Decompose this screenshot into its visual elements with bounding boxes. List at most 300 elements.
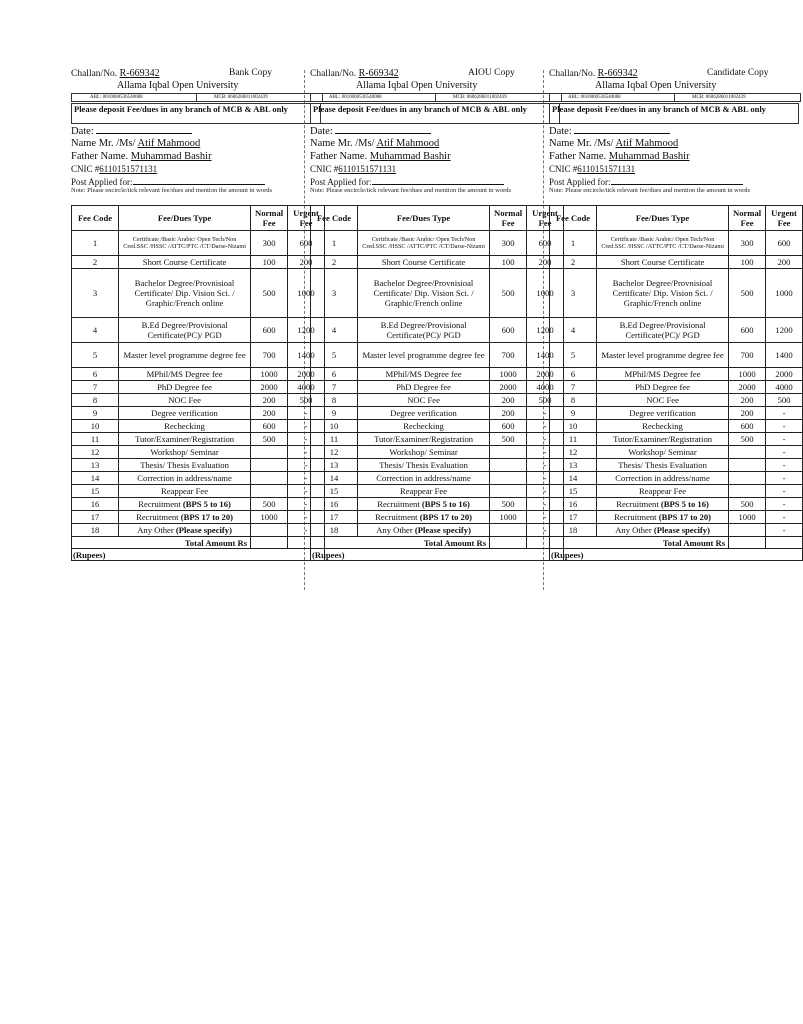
urgent-fee: - xyxy=(766,420,803,433)
fee-row[interactable] xyxy=(550,524,803,537)
urgent-fee: - xyxy=(527,459,564,472)
normal-fee: 500 xyxy=(729,498,766,511)
fee-type: Recruitment (BPS 17 to 20) xyxy=(119,511,251,524)
header-urgent-fee: Urgent Fee xyxy=(527,206,564,231)
header-fee-type: Fee/Dues Type xyxy=(358,206,490,231)
fee-row[interactable] xyxy=(72,459,325,472)
fee-row[interactable] xyxy=(311,381,564,394)
fee-type: Reappear Fee xyxy=(119,485,251,498)
normal-fee: 200 xyxy=(251,407,288,420)
fee-code: 16 xyxy=(550,498,597,511)
urgent-fee: 4000 xyxy=(288,381,325,394)
urgent-fee: 1200 xyxy=(766,318,803,343)
urgent-fee: - xyxy=(766,498,803,511)
fee-code: 9 xyxy=(550,407,597,420)
fee-code: 18 xyxy=(550,524,597,537)
instruction-note: Note: Please encircle/tick relevant fee/dues and mention the amount in words xyxy=(310,187,512,194)
urgent-fee: 1200 xyxy=(527,318,564,343)
normal-fee: 200 xyxy=(251,394,288,407)
fee-row[interactable] xyxy=(550,318,803,343)
normal-fee xyxy=(729,472,766,485)
urgent-fee: - xyxy=(527,472,564,485)
fee-code: 4 xyxy=(311,318,358,343)
fee-type: Degree verification xyxy=(119,407,251,420)
normal-fee xyxy=(251,446,288,459)
name-field: Name Mr. /Ms/ Atif Mahmood xyxy=(71,138,201,149)
fee-code: 18 xyxy=(72,524,119,537)
fee-row[interactable] xyxy=(550,269,803,318)
fee-row[interactable] xyxy=(72,318,325,343)
fee-code: 9 xyxy=(311,407,358,420)
challan-header-row xyxy=(71,68,325,80)
urgent-fee: 2000 xyxy=(527,368,564,381)
header-normal-fee: Normal Fee xyxy=(251,206,288,231)
post-applied-blank[interactable] xyxy=(372,175,504,185)
fee-code: 5 xyxy=(311,343,358,368)
fee-type: PhD Degree fee xyxy=(597,381,729,394)
challan-aiou-copy xyxy=(310,68,564,561)
fee-code: 10 xyxy=(311,420,358,433)
fee-type: Reappear Fee xyxy=(597,485,729,498)
father-name-field: Father Name. Muhammad Bashir xyxy=(71,151,212,162)
post-applied-field: Post Applied for: xyxy=(549,175,803,187)
normal-fee xyxy=(251,524,288,537)
fee-code: 11 xyxy=(311,433,358,446)
normal-fee: 200 xyxy=(729,407,766,420)
university-name: Allama Iqbal Open University xyxy=(595,80,717,91)
urgent-fee: - xyxy=(527,511,564,524)
normal-fee: 600 xyxy=(729,420,766,433)
normal-fee: 300 xyxy=(490,231,527,256)
urgent-fee: - xyxy=(527,446,564,459)
fee-row[interactable] xyxy=(72,420,325,433)
fee-row[interactable] xyxy=(72,231,325,256)
urgent-fee: 200 xyxy=(766,256,803,269)
cnic-field: CNIC #6110151571131 xyxy=(549,164,636,174)
date-field: Date: xyxy=(71,124,325,137)
urgent-fee: 4000 xyxy=(527,381,564,394)
fee-type: Thesis/ Thesis Evaluation xyxy=(597,459,729,472)
fee-row[interactable] xyxy=(550,459,803,472)
normal-fee xyxy=(729,459,766,472)
post-applied-blank[interactable] xyxy=(611,175,743,185)
father-name-field: Father Name. Muhammad Bashir xyxy=(549,151,690,162)
fee-code: 1 xyxy=(72,231,119,256)
account-numbers xyxy=(310,93,562,102)
fee-row[interactable] xyxy=(72,511,325,524)
date-blank[interactable] xyxy=(335,124,431,134)
normal-fee: 300 xyxy=(251,231,288,256)
fee-row[interactable] xyxy=(72,446,325,459)
urgent-fee: 1000 xyxy=(527,269,564,318)
fee-code: 12 xyxy=(72,446,119,459)
fee-row[interactable] xyxy=(311,368,564,381)
fee-type: Certificate /Basic Arabic/ Open Tech/Non Cred.SSC /HSSC /ATTC/PTC /CT/Darse-Nizami xyxy=(119,231,251,256)
normal-fee: 1000 xyxy=(490,368,527,381)
urgent-fee: - xyxy=(288,485,325,498)
copy-label: Candidate Copy xyxy=(707,68,769,78)
normal-fee: 500 xyxy=(490,269,527,318)
fee-code: 17 xyxy=(311,511,358,524)
normal-fee: 200 xyxy=(490,394,527,407)
normal-fee: 300 xyxy=(729,231,766,256)
fee-code: 6 xyxy=(72,368,119,381)
fee-type: Workshop/ Seminar xyxy=(358,446,490,459)
fee-type: Bachelor Degree/Provnisioal Certificate/ Dip. Vision Sci. / Graphic/French online xyxy=(597,269,729,318)
normal-fee: 600 xyxy=(251,318,288,343)
fee-type: Short Course Certificate xyxy=(358,256,490,269)
normal-fee: 500 xyxy=(490,433,527,446)
urgent-fee: - xyxy=(527,498,564,511)
normal-fee xyxy=(490,472,527,485)
post-applied-field: Post Applied for: xyxy=(310,175,564,187)
fee-row[interactable] xyxy=(72,498,325,511)
fee-type: Bachelor Degree/Provnisioal Certificate/ Dip. Vision Sci. / Graphic/French online xyxy=(119,269,251,318)
fee-row[interactable] xyxy=(550,498,803,511)
fee-type: PhD Degree fee xyxy=(358,381,490,394)
challan-header-row xyxy=(549,68,803,80)
fee-type: Certificate /Basic Arabic/ Open Tech/Non Cred.SSC /HSSC /ATTC/PTC /CT/Darse-Nizami xyxy=(597,231,729,256)
fee-code: 10 xyxy=(72,420,119,433)
fee-type: Master level programme degree fee xyxy=(597,343,729,368)
post-applied-blank[interactable] xyxy=(133,175,265,185)
normal-fee: 1000 xyxy=(251,368,288,381)
fee-row[interactable] xyxy=(311,524,564,537)
fee-row[interactable] xyxy=(72,394,325,407)
deposit-notice: Please deposit Fee/dues in any branch of MCB & ABL only xyxy=(549,103,799,124)
fee-code: 11 xyxy=(72,433,119,446)
total-normal[interactable] xyxy=(251,537,288,549)
total-amount-label: Total Amount Rs xyxy=(72,537,251,549)
fee-row[interactable] xyxy=(311,446,564,459)
fee-type: MPhil/MS Degree fee xyxy=(119,368,251,381)
abl-account: ABL: 0010000536540088 xyxy=(90,95,143,100)
urgent-fee: - xyxy=(527,420,564,433)
fee-code: 17 xyxy=(72,511,119,524)
fee-row[interactable] xyxy=(550,394,803,407)
urgent-fee: - xyxy=(766,433,803,446)
instruction-note: Note: Please encircle/tick relevant fee/dues and mention the amount in words xyxy=(549,187,751,194)
fee-row[interactable] xyxy=(72,485,325,498)
normal-fee: 2000 xyxy=(490,381,527,394)
rupees-in-words[interactable]: (Rupees) xyxy=(550,549,803,561)
fee-row[interactable] xyxy=(72,472,325,485)
total-normal[interactable] xyxy=(729,537,766,549)
normal-fee xyxy=(729,446,766,459)
normal-fee: 600 xyxy=(490,420,527,433)
fee-code: 4 xyxy=(72,318,119,343)
fee-type: Master level programme degree fee xyxy=(358,343,490,368)
fee-type: B.Ed Degree/Provisional Certificate(PC)/ PGD xyxy=(119,318,251,343)
fee-row[interactable] xyxy=(550,446,803,459)
fee-type: Tutor/Examiner/Registration xyxy=(597,433,729,446)
header-normal-fee: Normal Fee xyxy=(729,206,766,231)
fee-row[interactable] xyxy=(72,368,325,381)
header-fee-type: Fee/Dues Type xyxy=(119,206,251,231)
fee-type: MPhil/MS Degree fee xyxy=(358,368,490,381)
fee-type: Recruitment (BPS 17 to 20) xyxy=(597,511,729,524)
fee-row[interactable] xyxy=(72,433,325,446)
copy-label: AIOU Copy xyxy=(468,68,515,78)
urgent-fee: - xyxy=(766,511,803,524)
fee-table xyxy=(310,205,564,561)
date-blank[interactable] xyxy=(96,124,192,134)
normal-fee xyxy=(729,524,766,537)
fee-row[interactable] xyxy=(72,343,325,368)
urgent-fee: - xyxy=(527,524,564,537)
normal-fee: 500 xyxy=(729,269,766,318)
fee-table xyxy=(71,205,325,561)
fee-row[interactable] xyxy=(72,256,325,269)
fee-row[interactable] xyxy=(311,231,564,256)
total-amount-label: Total Amount Rs xyxy=(550,537,729,549)
normal-fee: 200 xyxy=(490,407,527,420)
mcb-account: MCB: 0606286011002439 xyxy=(692,95,746,100)
fee-type: Recruitment (BPS 5 to 16) xyxy=(119,498,251,511)
fee-code: 2 xyxy=(72,256,119,269)
normal-fee xyxy=(251,472,288,485)
father-name-field: Father Name. Muhammad Bashir xyxy=(310,151,451,162)
normal-fee: 600 xyxy=(729,318,766,343)
urgent-fee: - xyxy=(527,485,564,498)
fee-row[interactable] xyxy=(311,407,564,420)
fee-type: Recruitment (BPS 17 to 20) xyxy=(358,511,490,524)
fee-type: Master level programme degree fee xyxy=(119,343,251,368)
fee-row[interactable] xyxy=(550,231,803,256)
urgent-fee: - xyxy=(527,433,564,446)
post-applied-field: Post Applied for: xyxy=(71,175,325,187)
fee-row[interactable] xyxy=(550,511,803,524)
fee-code: 10 xyxy=(550,420,597,433)
name-field: Name Mr. /Ms/ Atif Mahmood xyxy=(310,138,440,149)
fee-row[interactable] xyxy=(311,511,564,524)
normal-fee: 200 xyxy=(729,394,766,407)
mcb-account: MCB: 0606286011002439 xyxy=(453,95,507,100)
fee-row[interactable] xyxy=(311,459,564,472)
fee-code: 1 xyxy=(311,231,358,256)
urgent-fee: - xyxy=(766,407,803,420)
fee-code: 15 xyxy=(550,485,597,498)
fee-code: 4 xyxy=(550,318,597,343)
fee-row[interactable] xyxy=(311,472,564,485)
total-normal[interactable] xyxy=(490,537,527,549)
fee-type: B.Ed Degree/Provisional Certificate(PC)/ PGD xyxy=(597,318,729,343)
challan-number: Challan/No. R-669342 xyxy=(310,68,399,79)
fee-code: 9 xyxy=(72,407,119,420)
fee-row[interactable] xyxy=(550,472,803,485)
normal-fee: 1000 xyxy=(251,511,288,524)
fee-row[interactable] xyxy=(311,269,564,318)
urgent-fee: - xyxy=(766,485,803,498)
fee-type: Tutor/Examiner/Registration xyxy=(119,433,251,446)
header-urgent-fee: Urgent Fee xyxy=(766,206,803,231)
normal-fee: 500 xyxy=(729,433,766,446)
cnic-field: CNIC #6110151571131 xyxy=(71,164,158,174)
fee-row[interactable] xyxy=(550,485,803,498)
urgent-fee: 1000 xyxy=(766,269,803,318)
fee-code: 2 xyxy=(311,256,358,269)
fee-row[interactable] xyxy=(72,269,325,318)
fee-row[interactable] xyxy=(72,524,325,537)
urgent-fee: - xyxy=(766,524,803,537)
fee-type: Bachelor Degree/Provnisioal Certificate/ Dip. Vision Sci. / Graphic/French online xyxy=(358,269,490,318)
fee-table xyxy=(549,205,803,561)
fee-row[interactable] xyxy=(72,407,325,420)
fee-type: Rechecking xyxy=(358,420,490,433)
urgent-fee: 2000 xyxy=(288,368,325,381)
fee-row[interactable] xyxy=(311,498,564,511)
urgent-fee: - xyxy=(288,407,325,420)
fee-code: 3 xyxy=(72,269,119,318)
fee-row[interactable] xyxy=(311,420,564,433)
fee-type: Workshop/ Seminar xyxy=(119,446,251,459)
fee-type: Any Other (Please specify) xyxy=(119,524,251,537)
normal-fee xyxy=(490,524,527,537)
fee-row[interactable] xyxy=(311,433,564,446)
fee-code: 12 xyxy=(550,446,597,459)
fee-type: Reappear Fee xyxy=(358,485,490,498)
fee-row[interactable] xyxy=(550,256,803,269)
fee-row[interactable] xyxy=(550,368,803,381)
normal-fee: 100 xyxy=(251,256,288,269)
fee-code: 6 xyxy=(311,368,358,381)
challan-number: Challan/No. R-669342 xyxy=(549,68,638,79)
normal-fee: 2000 xyxy=(729,381,766,394)
normal-fee xyxy=(490,446,527,459)
urgent-fee: - xyxy=(288,511,325,524)
normal-fee: 500 xyxy=(251,269,288,318)
urgent-fee: - xyxy=(288,459,325,472)
urgent-fee: 500 xyxy=(288,394,325,407)
fee-code: 7 xyxy=(550,381,597,394)
mcb-account: MCB: 0606286011002439 xyxy=(214,95,268,100)
fee-type: NOC Fee xyxy=(597,394,729,407)
urgent-fee: 500 xyxy=(766,394,803,407)
rupees-in-words[interactable]: (Rupees) xyxy=(311,549,564,561)
normal-fee xyxy=(490,459,527,472)
fee-row[interactable] xyxy=(311,256,564,269)
fee-type: Any Other (Please specify) xyxy=(358,524,490,537)
fee-code: 1 xyxy=(550,231,597,256)
copy-label: Bank Copy xyxy=(229,68,273,78)
normal-fee: 700 xyxy=(490,343,527,368)
fee-type: Short Course Certificate xyxy=(597,256,729,269)
fee-code: 5 xyxy=(72,343,119,368)
fee-row[interactable] xyxy=(550,433,803,446)
fee-type: Correction in address/name xyxy=(119,472,251,485)
fee-code: 15 xyxy=(311,485,358,498)
rupees-in-words[interactable]: (Rupees) xyxy=(72,549,325,561)
date-field: Date: xyxy=(310,124,564,137)
normal-fee: 600 xyxy=(251,420,288,433)
fee-type: Degree verification xyxy=(358,407,490,420)
abl-account: ABL: 0010000536540088 xyxy=(568,95,621,100)
normal-fee xyxy=(251,459,288,472)
urgent-fee: 4000 xyxy=(766,381,803,394)
fee-type: Correction in address/name xyxy=(597,472,729,485)
fee-row[interactable] xyxy=(550,381,803,394)
normal-fee: 1000 xyxy=(490,511,527,524)
fee-type: Short Course Certificate xyxy=(119,256,251,269)
urgent-fee: 1400 xyxy=(527,343,564,368)
fee-type: Degree verification xyxy=(597,407,729,420)
normal-fee: 1000 xyxy=(729,511,766,524)
fee-row[interactable] xyxy=(311,318,564,343)
fee-row[interactable] xyxy=(550,343,803,368)
fee-row[interactable] xyxy=(550,420,803,433)
account-numbers xyxy=(549,93,801,102)
urgent-fee: - xyxy=(766,472,803,485)
fee-code: 15 xyxy=(72,485,119,498)
normal-fee: 100 xyxy=(490,256,527,269)
instruction-note: Note: Please encircle/tick relevant fee/dues and mention the amount in words xyxy=(71,187,273,194)
fee-code: 14 xyxy=(311,472,358,485)
fee-row[interactable] xyxy=(311,485,564,498)
challan-candidate-copy xyxy=(549,68,803,561)
urgent-fee: - xyxy=(288,433,325,446)
fee-type: B.Ed Degree/Provisional Certificate(PC)/ PGD xyxy=(358,318,490,343)
fee-code: 12 xyxy=(311,446,358,459)
header-fee-type: Fee/Dues Type xyxy=(597,206,729,231)
normal-fee: 500 xyxy=(251,498,288,511)
urgent-fee: 1200 xyxy=(288,318,325,343)
urgent-fee: 1400 xyxy=(766,343,803,368)
challan-header-row xyxy=(310,68,564,80)
fee-type: Certificate /Basic Arabic/ Open Tech/Non Cred.SSC /HSSC /ATTC/PTC /CT/Darse-Nizami xyxy=(358,231,490,256)
fee-type: Rechecking xyxy=(597,420,729,433)
urgent-fee: - xyxy=(288,420,325,433)
normal-fee: 1000 xyxy=(729,368,766,381)
name-field: Name Mr. /Ms/ Atif Mahmood xyxy=(549,138,679,149)
fee-type: NOC Fee xyxy=(119,394,251,407)
urgent-fee: - xyxy=(288,498,325,511)
urgent-fee: 1400 xyxy=(288,343,325,368)
fee-code: 5 xyxy=(550,343,597,368)
fee-row[interactable] xyxy=(311,394,564,407)
normal-fee: 700 xyxy=(251,343,288,368)
header-fee-code: Fee Code xyxy=(311,206,358,231)
urgent-fee: 600 xyxy=(288,231,325,256)
fee-type: NOC Fee xyxy=(358,394,490,407)
fee-code: 8 xyxy=(311,394,358,407)
normal-fee: 2000 xyxy=(251,381,288,394)
fee-type: Recruitment (BPS 5 to 16) xyxy=(597,498,729,511)
fee-type: Workshop/ Seminar xyxy=(597,446,729,459)
fee-row[interactable] xyxy=(550,407,803,420)
fee-type: Correction in address/name xyxy=(358,472,490,485)
normal-fee xyxy=(490,485,527,498)
fee-code: 17 xyxy=(550,511,597,524)
urgent-fee: - xyxy=(288,472,325,485)
fee-code: 13 xyxy=(72,459,119,472)
fee-code: 18 xyxy=(311,524,358,537)
date-blank[interactable] xyxy=(574,124,670,134)
cnic-field: CNIC #6110151571131 xyxy=(310,164,397,174)
fee-code: 14 xyxy=(550,472,597,485)
fee-row[interactable] xyxy=(72,381,325,394)
fee-row[interactable] xyxy=(311,343,564,368)
fee-code: 3 xyxy=(550,269,597,318)
urgent-fee: - xyxy=(527,407,564,420)
normal-fee: 500 xyxy=(490,498,527,511)
header-fee-code: Fee Code xyxy=(72,206,119,231)
fee-type: Any Other (Please specify) xyxy=(597,524,729,537)
normal-fee: 600 xyxy=(490,318,527,343)
deposit-notice: Please deposit Fee/dues in any branch of MCB & ABL only xyxy=(71,103,321,124)
fee-type: Thesis/ Thesis Evaluation xyxy=(358,459,490,472)
total-urgent[interactable] xyxy=(766,537,803,549)
fee-code: 13 xyxy=(550,459,597,472)
